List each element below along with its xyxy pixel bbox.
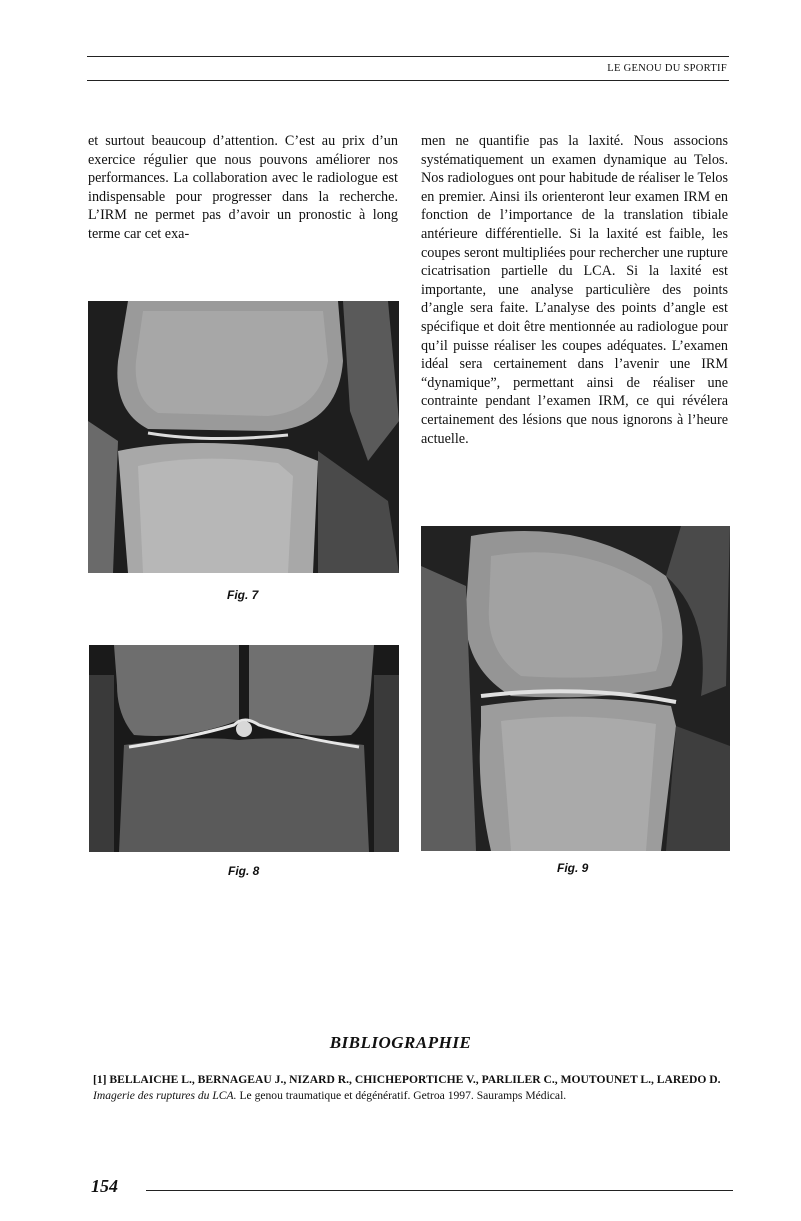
running-title: LE GENOU DU SPORTIF xyxy=(607,63,727,74)
figure-7-image xyxy=(88,301,399,573)
mri-sagittal-knee-9 xyxy=(421,526,730,851)
reference-title: Imagerie des ruptures du LCA. xyxy=(93,1089,237,1102)
text-column-right xyxy=(421,132,728,448)
figure-8-caption: Fig. 8 xyxy=(228,864,260,878)
figure-9-image xyxy=(421,526,730,851)
bibliography-heading: BIBLIOGRAPHIE xyxy=(329,1033,472,1052)
bibliography-entry xyxy=(93,1072,733,1104)
paragraph-right: men ne quantifie pas la laxité. Nous associons systématiquement un examen dynamique au Telos. Nos radiologues ont pour habitude de réaliser le Telos en premier. Ainsi ils orienteront leur examen IRM en fonction de l’importance de la translation tibiale antérieure différentielle. Si la laxité est faible, les coupes seront multipliées pour rechercher une rupture cicatrisation partielle du LCA. Si la laxité est importante, une analyse particulière des points d’angle sera faite. L’analyse des points d’angle est spécifique et doit être mentionnée au radiologue pour qu’il puisse réaliser les coupes adéquates. L’examen idéal sera certainement dans l’avenir une IRM “dynamique”, permettant ainsi de réaliser une contrainte pendant l’examen IRM, ce qui révélera certainement des lésions que nous ignorons à l’heure actuelle. xyxy=(421,133,728,447)
figure-9-caption: Fig. 9 xyxy=(557,861,589,875)
header-rule-bottom xyxy=(87,80,729,81)
reference-authors: [1] BELLAICHE L., BERNAGEAU J., NIZARD R., CHICHEPORTICHE V., PARLILER C., MOUTOUNET L., LAREDO D. xyxy=(93,1073,721,1086)
figure-8-image xyxy=(89,645,399,852)
mri-coronal-knee-8 xyxy=(89,645,399,852)
header-rule-top xyxy=(87,56,729,57)
paragraph-left: et surtout beaucoup d’attention. C’est au prix d’un exercice régulier que nous pouvons améliorer nos performances. La collaboration avec le radiologue est indispensable pour progresser dans la recherche. L’IRM ne permet pas d’avoir un pronostic à long terme car cet exa- xyxy=(88,133,398,242)
reference-details: Le genou traumatique et dégénératif. Getroa 1997. Sauramps Médical. xyxy=(239,1089,567,1102)
mri-sagittal-knee-7 xyxy=(88,301,399,573)
footer-rule xyxy=(146,1190,733,1191)
text-column-left xyxy=(88,132,398,244)
page-number: 154 xyxy=(91,1176,118,1196)
figure-7-caption: Fig. 7 xyxy=(227,588,259,602)
